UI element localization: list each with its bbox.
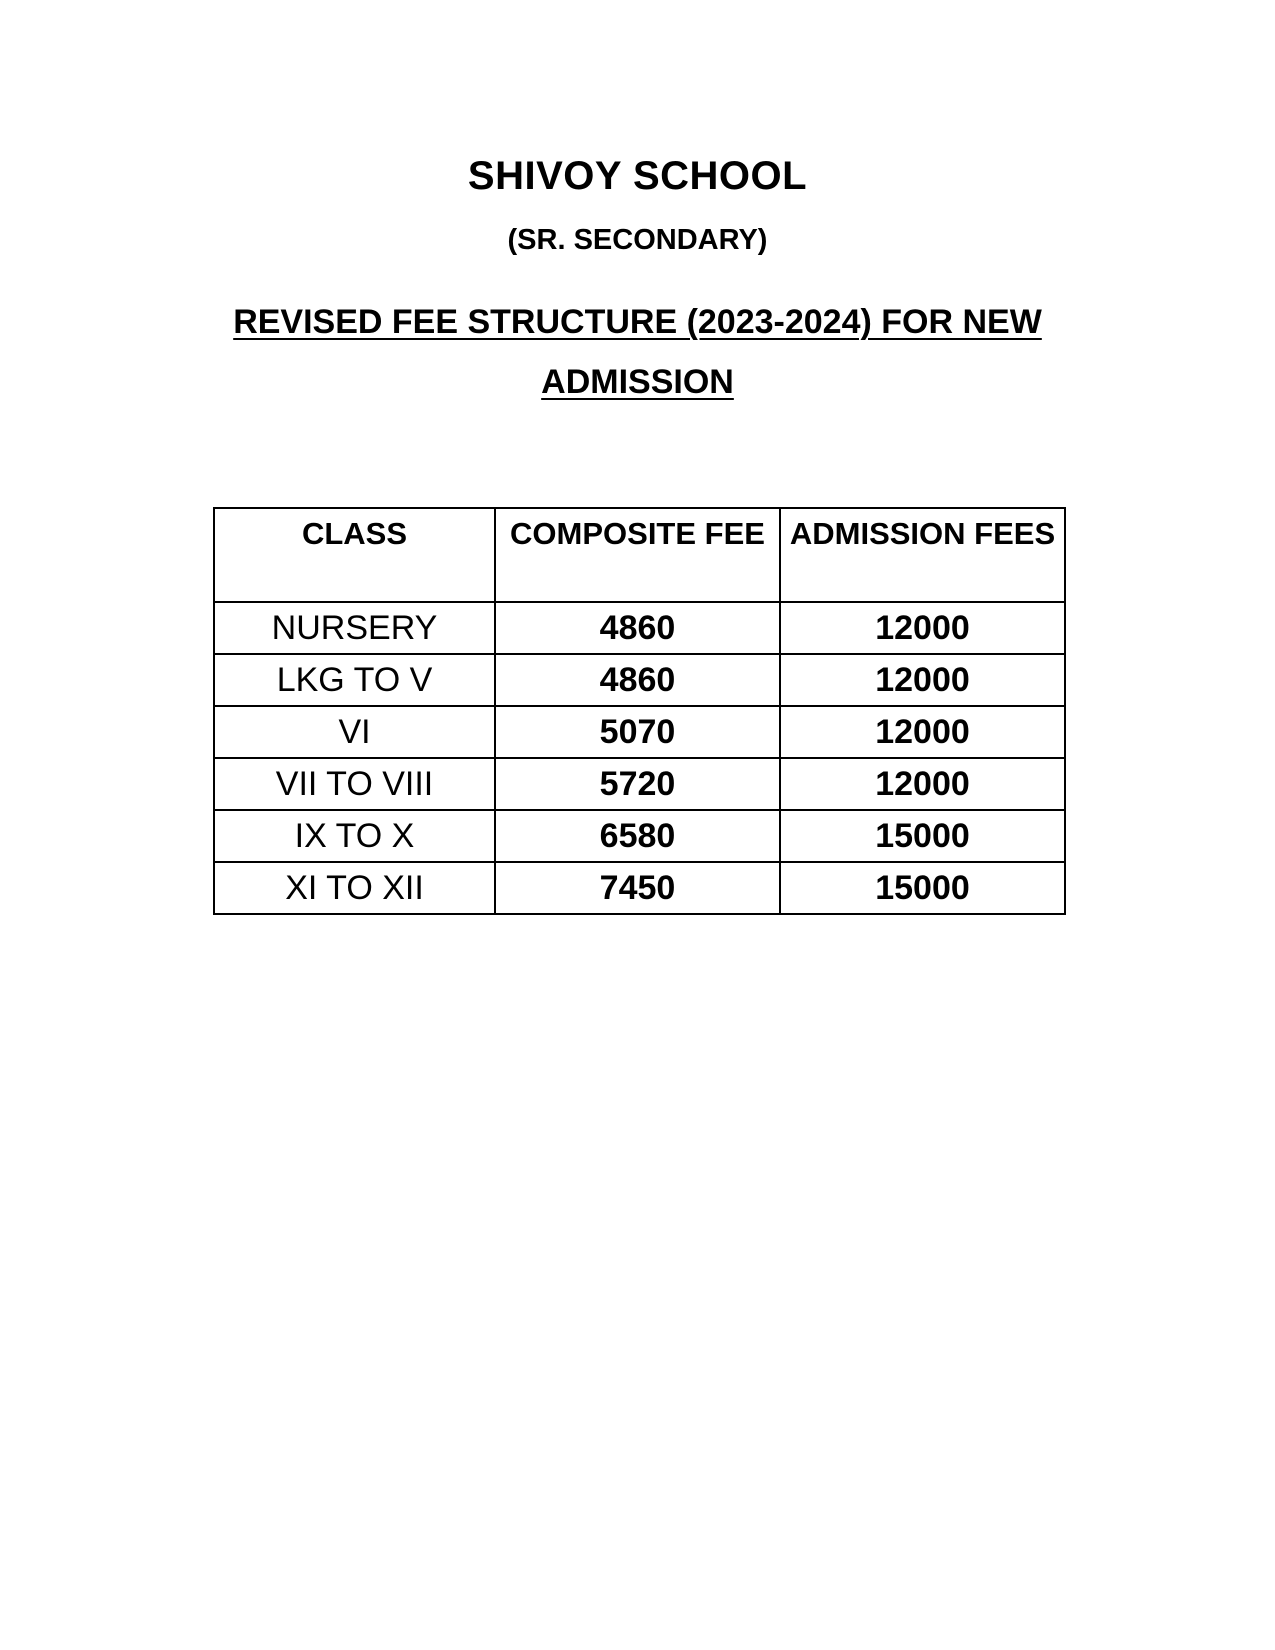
composite-fee-cell: 4860 [495, 654, 780, 706]
table-row [214, 602, 1065, 654]
admission-fees-cell: 15000 [780, 862, 1065, 914]
school-name: SHIVOY SCHOOL [467, 154, 808, 198]
school-subtitle: (SR. SECONDARY) [507, 224, 768, 256]
document-heading: REVISED FEE STRUCTURE (2023-2024) FOR NEW ADMISSION [233, 303, 1042, 401]
composite-fee-cell: 4860 [495, 602, 780, 654]
admission-fees-cell: 15000 [780, 810, 1065, 862]
composite-fee-cell: 5070 [495, 706, 780, 758]
admission-fees-cell: 12000 [780, 602, 1065, 654]
table-row [214, 862, 1065, 914]
table-row [214, 758, 1065, 810]
composite-fee-cell: 6580 [495, 810, 780, 862]
composite-fee-cell: 5720 [495, 758, 780, 810]
table-row [214, 810, 1065, 862]
admission-fees-cell: 12000 [780, 758, 1065, 810]
composite-fee-cell: 7450 [495, 862, 780, 914]
class-cell: XI TO XII [214, 862, 495, 914]
class-cell: VII TO VIII [214, 758, 495, 810]
column-header-class: CLASS [214, 508, 495, 602]
class-cell: VI [214, 706, 495, 758]
column-header-composite-fee: COMPOSITE FEE [495, 508, 780, 602]
admission-fees-cell: 12000 [780, 706, 1065, 758]
class-cell: NURSERY [214, 602, 495, 654]
column-header-admission-fees: ADMISSION FEES [780, 508, 1065, 602]
table-header-row [214, 508, 1065, 602]
table-row [214, 706, 1065, 758]
fee-structure-table [213, 507, 1066, 915]
admission-fees-cell: 12000 [780, 654, 1065, 706]
class-cell: LKG TO V [214, 654, 495, 706]
class-cell: IX TO X [214, 810, 495, 862]
table-row [214, 654, 1065, 706]
